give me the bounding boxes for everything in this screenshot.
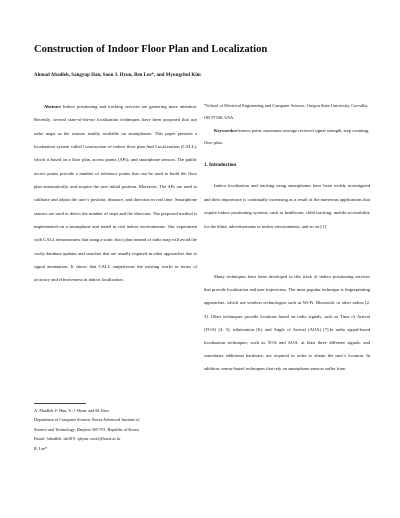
footnote-line: Department of Computer Science, Korea Advanced Institute of bbox=[34, 417, 140, 423]
paper-title: Construction of Indoor Floor Plan and Localization bbox=[34, 44, 268, 55]
section-heading-introduction: 1. Introduction bbox=[204, 163, 237, 168]
footnote-line: Science and Technology, Daejeon 305-701, Republic of Korea bbox=[34, 426, 139, 432]
footnote-line: A. Abadleh, F. Han, S.-J. Hyun, and M. Kim bbox=[34, 408, 109, 413]
abstract-block bbox=[34, 100, 197, 287]
abstract-text: Indoor positioning and tracking services are garnering more attention. Recently, several state-of-the-art localization techniques have been proposed that use radio maps as the sensors readily available on smartphones. This paper presents a localization system called Construction of indoor floor plan And LocaLization (CALL), which is based on a floor plan, access points (APs), and smartphone sensors. The public access points provide a number of reference points that can be used to build the floor plan automatically, and acquire the user initial position. Moreover, The APs are used to calibrate and adjust the user’s position, distance, and direction in real time. Smartphone sensors are used to detect the number of steps and the direction. The proposed method is implemented on a smartphone and tested in real indoor environments. Our experiment with CALL demonstrates that using a static floor plan instead of radio map will avoid the costly database updates and searches that are usually required in other approaches due to signal attenuation. It shows that CALL outperforms the existing works in terms of accuracy and effectiveness in indoor localization. bbox=[34, 104, 197, 283]
intro-paragraph-2 bbox=[204, 270, 370, 376]
author-list: Ahmad Abadleh, Sangyup Han, Soon J. Hyun, Ben Lee*, and Myungchul Kim bbox=[34, 73, 201, 78]
abstract-label: Abstract bbox=[44, 104, 61, 109]
footnote-block bbox=[34, 406, 200, 453]
affiliation-note: *School of Electrical Engineering and Computer Science, Oregon State University, Corvallis, OR 97330, USA. bbox=[204, 103, 369, 120]
keywords-label: Keywords bbox=[214, 128, 234, 133]
keywords-text: reference point, maximum average received signal strength, step counting, floor plan. bbox=[204, 128, 370, 145]
intro-paragraph-1 bbox=[204, 179, 370, 233]
abstract-paragraph bbox=[34, 100, 197, 287]
keywords-block bbox=[204, 125, 370, 148]
intro-text-2: Many techniques have been developed in this track of indoor positioning services that provide localization and user trajectories. The most popular technique is fingerprinting approaches, which use wireless technologies such as Wi-Fi, Bluetooth, or other radios [2, 3]. Other techniques provide locations based on radio signals, such as Time of Arrival (TOA) [4, 5], trilateration [6], and Angle of Arrival (AOA) [7].In radio signal-based localization techniques, such as TOA and AOA, at least three different signals, and sometimes additional hardware, are required in order to obtain the user’s location. In addition, sensor-based techniques that rely on smartphone sensors suffer from bbox=[204, 274, 370, 372]
footnote-divider bbox=[34, 403, 86, 404]
footnote-line: B. Lee* bbox=[34, 445, 48, 451]
intro-text-1: Indoor localization and tracking using smartphones have been widely investigated and their importance is continually increasing as a result of the numerous applications that require indoor positioning systems, such as healthcare, child tracking, mobile accessibility for the blind, advertisements in indoor environments, and so on [1]. bbox=[204, 183, 370, 229]
footnote-line: Email: {abadleh, shs919, sjhyun, mck}@kaist.ac.kr bbox=[34, 436, 121, 442]
